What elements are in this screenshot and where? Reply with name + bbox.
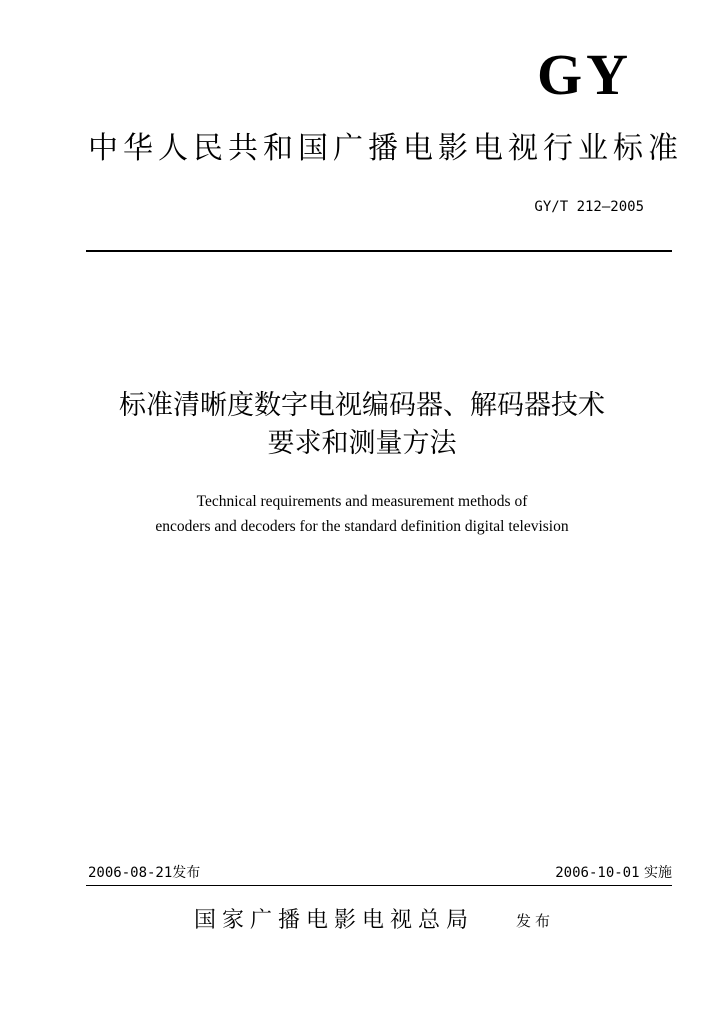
chinese-title-line-1: 标准清晰度数字电视编码器、解码器技术 <box>119 390 605 421</box>
issuing-authority: 国家广播电影电视总局 <box>194 908 475 933</box>
english-title-line-1: Technical requirements and measurement methods of <box>196 493 528 510</box>
implementation-label: 实施 <box>644 865 672 881</box>
footer-divider <box>86 885 672 886</box>
standard-number: GY/T 212—2005 <box>534 199 644 215</box>
industry-standard-title: 中华人民共和国广播电影电视行业标准 <box>88 131 683 166</box>
gy-logo: GY <box>537 42 632 107</box>
issue-date-block <box>88 866 200 880</box>
publish-label: 发布 <box>516 912 555 930</box>
chinese-title-line-2: 要求和测量方法 <box>267 428 457 459</box>
english-title-line-2: encoders and decoders for the standard definition digital television <box>155 518 569 535</box>
issue-label: 发布 <box>172 865 201 881</box>
implementation-date-block <box>555 866 672 880</box>
header-divider <box>86 250 672 252</box>
issue-date: 2006-08-21 <box>88 865 173 881</box>
implementation-date: 2006-10-01 <box>555 865 640 881</box>
